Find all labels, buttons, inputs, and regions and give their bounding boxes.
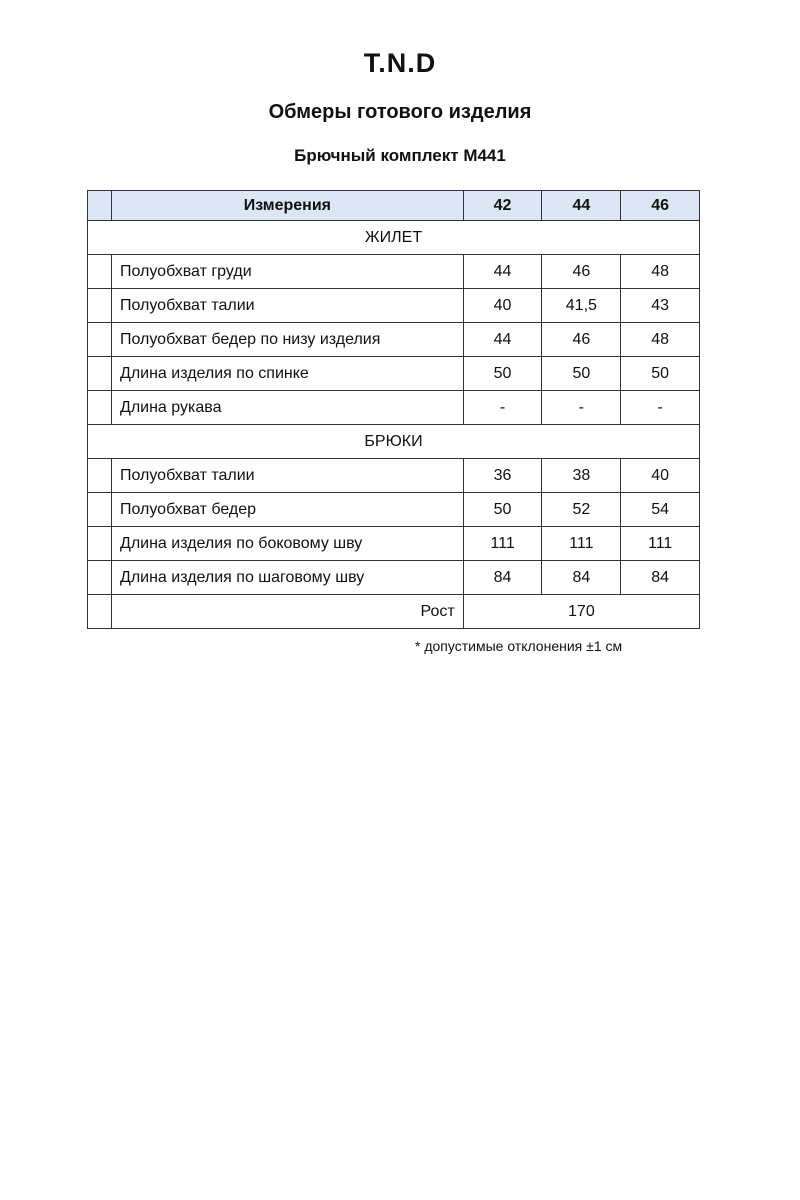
row-value: 40 xyxy=(621,459,700,493)
table-row xyxy=(88,357,700,391)
row-value: - xyxy=(621,391,700,425)
row-value: 84 xyxy=(621,561,700,595)
blank-cell xyxy=(88,595,112,629)
section-title: ЖИЛЕТ xyxy=(88,221,700,255)
row-label: Длина изделия по боковому шву xyxy=(111,527,463,561)
row-value: 54 xyxy=(621,493,700,527)
brand-title: T.N.D xyxy=(363,48,437,78)
table-row xyxy=(88,527,700,561)
tolerance-note: * допустимые отклонения ±1 см xyxy=(415,638,623,654)
row-value: 50 xyxy=(463,493,542,527)
row-value: 111 xyxy=(542,527,621,561)
blank-cell xyxy=(88,255,112,289)
product-subtitle: Брючный комплект M441 xyxy=(294,146,506,165)
header-size-44: 44 xyxy=(542,191,621,221)
row-value: 50 xyxy=(621,357,700,391)
row-label: Полуобхват талии xyxy=(111,459,463,493)
table-row xyxy=(88,561,700,595)
header-size-42: 42 xyxy=(463,191,542,221)
height-row xyxy=(88,595,700,629)
section-row-vest xyxy=(88,221,700,255)
row-label: Длина рукава xyxy=(111,391,463,425)
row-value: 46 xyxy=(542,255,621,289)
row-value: 40 xyxy=(463,289,542,323)
blank-cell xyxy=(88,459,112,493)
row-label: Полуобхват бедер по низу изделия xyxy=(111,323,463,357)
row-value: 111 xyxy=(463,527,542,561)
row-value: 44 xyxy=(463,323,542,357)
row-value: 52 xyxy=(542,493,621,527)
table-row xyxy=(88,493,700,527)
blank-cell xyxy=(88,289,112,323)
height-label: Рост xyxy=(111,595,463,629)
row-value: - xyxy=(542,391,621,425)
table-header-row xyxy=(88,191,700,221)
section-row-trousers xyxy=(88,425,700,459)
row-value: 50 xyxy=(542,357,621,391)
header-size-46: 46 xyxy=(621,191,700,221)
row-label: Полуобхват талии xyxy=(111,289,463,323)
blank-cell xyxy=(88,527,112,561)
row-label: Длина изделия по шаговому шву xyxy=(111,561,463,595)
blank-cell xyxy=(88,323,112,357)
table-row xyxy=(88,289,700,323)
row-value: - xyxy=(463,391,542,425)
row-value: 46 xyxy=(542,323,621,357)
table-row xyxy=(88,391,700,425)
document-title: Обмеры готового изделия xyxy=(268,101,532,123)
blank-cell xyxy=(88,391,112,425)
row-value: 38 xyxy=(542,459,621,493)
height-value: 170 xyxy=(463,595,699,629)
row-value: 84 xyxy=(542,561,621,595)
header-measurements: Измерения xyxy=(111,191,463,221)
row-value: 111 xyxy=(621,527,700,561)
row-value: 50 xyxy=(463,357,542,391)
table-row xyxy=(88,459,700,493)
row-value: 41,5 xyxy=(542,289,621,323)
row-value: 48 xyxy=(621,323,700,357)
table-row xyxy=(88,255,700,289)
row-value: 43 xyxy=(621,289,700,323)
row-value: 36 xyxy=(463,459,542,493)
row-label: Полуобхват груди xyxy=(111,255,463,289)
section-title: БРЮКИ xyxy=(88,425,700,459)
blank-cell xyxy=(88,357,112,391)
row-value: 44 xyxy=(463,255,542,289)
table-row xyxy=(88,323,700,357)
row-value: 84 xyxy=(463,561,542,595)
row-label: Длина изделия по спинке xyxy=(111,357,463,391)
header-blank-cell xyxy=(88,191,112,221)
blank-cell xyxy=(88,493,112,527)
measurements-table xyxy=(87,190,700,629)
blank-cell xyxy=(88,561,112,595)
row-value: 48 xyxy=(621,255,700,289)
row-label: Полуобхват бедер xyxy=(111,493,463,527)
